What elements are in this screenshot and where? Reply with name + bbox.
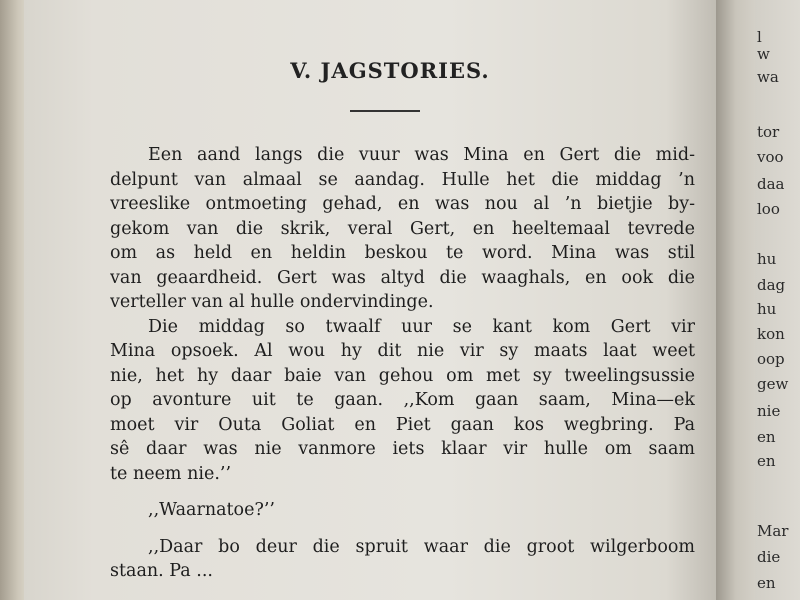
right-page-text: oop	[757, 350, 785, 368]
text-line: verteller van al hulle ondervindinge.	[110, 292, 434, 312]
title-rule	[350, 110, 420, 112]
text-line: ,,Daar bo deur die spruit waar die groot wilgerboom	[148, 536, 695, 557]
text-line: gekom van die skrik, veral Gert, en heeltemaal tevrede	[110, 218, 695, 239]
right-page-text: nie	[757, 402, 781, 420]
right-page-text: en	[757, 452, 776, 470]
right-page-text: w	[757, 45, 770, 63]
text-line: ,,Waarnatoe?’’	[148, 500, 275, 520]
right-page-text: gew	[757, 375, 789, 393]
right-page-text: l	[757, 28, 762, 46]
right-page-text: tor	[757, 123, 780, 141]
chapter-body	[110, 143, 695, 584]
right-page-text: daa	[757, 175, 785, 193]
text-line: op avonture uit te gaan. ,,Kom gaan saam, Mina—ek	[110, 390, 695, 410]
text-line: nie, het hy daar baie van gehou om met sy tweelingsussie	[110, 365, 695, 386]
right-page-fragment	[755, 0, 800, 600]
text-line: delpunt van almaal se aandag. Hulle het die middag ’n	[110, 169, 695, 190]
right-page-text: loo	[757, 200, 780, 218]
text-line: Mina opsoek. Al wou hy dit nie vir sy maats laat weet	[110, 341, 695, 361]
right-page-text: die	[757, 548, 781, 566]
right-page-text: hu	[757, 250, 777, 268]
right-page-text: voo	[757, 148, 784, 166]
right-page-text: hu	[757, 300, 777, 318]
text-line: van geaardheid. Gert was altyd die waaghals, en ook die	[110, 267, 695, 288]
text-line: vreeslike ontmoeting gehad, en was nou al ’n bietjie by-	[110, 194, 695, 214]
text-line: moet vir Outa Goliat en Piet gaan kos wegbring. Pa	[110, 414, 695, 435]
right-page-text: wa	[757, 68, 779, 86]
text-line: om as held en heldin beskou te word. Mina was stil	[110, 243, 695, 263]
text-line: te neem nie.’’	[110, 463, 232, 484]
right-page-text: en	[757, 574, 776, 592]
right-page-text: kon	[757, 325, 785, 343]
chapter-title: V. JAGSTORIES.	[290, 58, 490, 83]
text-line: sê daar was nie vanmore iets klaar vir hulle om saam	[110, 439, 695, 459]
text-line: Die middag so twaalf uur se kant kom Gert vir	[148, 316, 695, 337]
right-page-text: en	[757, 428, 776, 446]
right-page-text: Mar	[757, 522, 789, 540]
text-line: staan. Pa ...	[110, 561, 213, 581]
right-page-text: dag	[757, 276, 786, 294]
text-line: Een aand langs die vuur was Mina en Gert die mid-	[148, 145, 695, 165]
